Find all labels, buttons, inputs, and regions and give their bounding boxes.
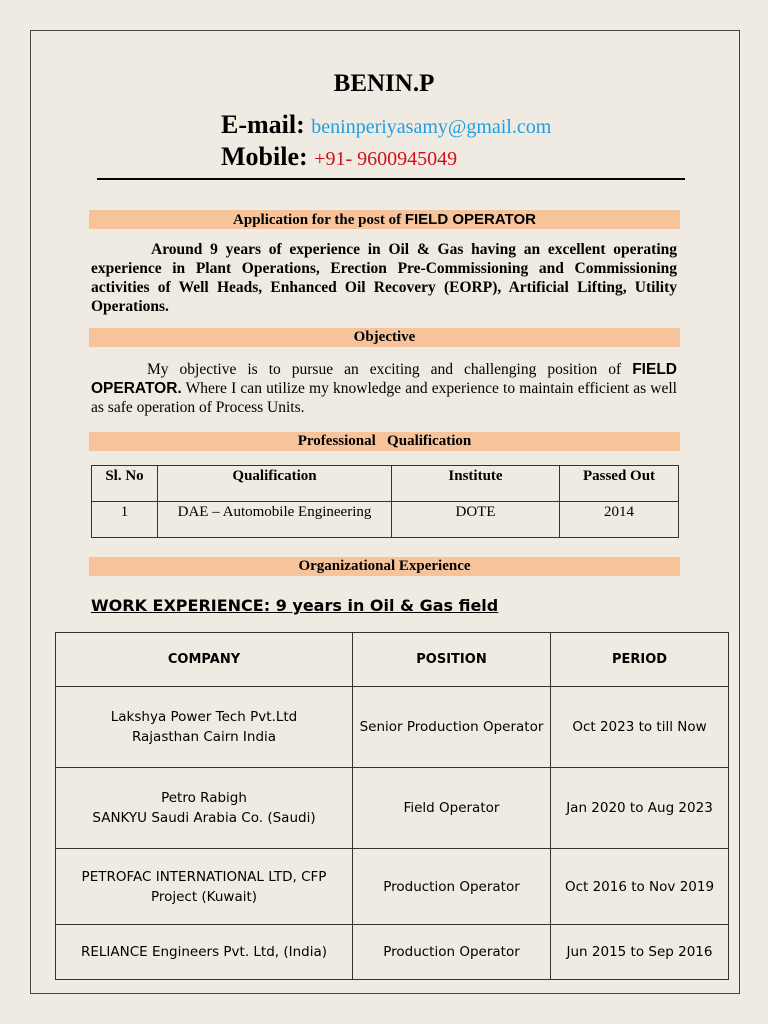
period-cell: Jun 2015 to Sep 2016 xyxy=(551,925,729,980)
mobile-line: Mobile: +91- 9600945049 xyxy=(221,142,458,171)
company-cell xyxy=(56,925,353,980)
position-cell: Production Operator xyxy=(353,849,551,925)
application-prefix: Application for the post of xyxy=(233,212,405,228)
objective-text-before: My objective is to pursue an exciting and challenging position of xyxy=(147,361,633,378)
company-line: RELIANCE Engineers Pvt. Ltd, (India) xyxy=(80,944,328,960)
table-cell: DOTE xyxy=(392,502,560,538)
objective-paragraph xyxy=(91,360,677,417)
work-experience-title: WORK EXPERIENCE: 9 years in Oil & Gas field xyxy=(91,596,499,615)
period-cell: Oct 2016 to Nov 2019 xyxy=(551,849,729,925)
work-experience-table xyxy=(55,632,729,980)
mobile-value: +91- 9600945049 xyxy=(314,148,458,170)
objective-post: FIELD OPERATOR. xyxy=(91,361,677,397)
table-row xyxy=(56,687,729,768)
company-cell xyxy=(56,849,353,925)
application-heading xyxy=(89,210,680,229)
company-line: PETROFAC INTERNATIONAL LTD, CFP xyxy=(81,868,327,885)
table-cell: 1 xyxy=(92,502,158,538)
email-value: beninperiyasamy@gmail.com xyxy=(311,116,552,138)
candidate-name: BENIN.P xyxy=(333,70,435,97)
table-cell: DAE – Automobile Engineering xyxy=(158,502,392,538)
table-row xyxy=(56,768,729,849)
company-line: Project (Kuwait) xyxy=(150,888,258,905)
header-cell: Sl. No xyxy=(92,466,158,502)
header-cell: POSITION xyxy=(353,633,551,687)
company-line: SANKYU Saudi Arabia Co. (Saudi) xyxy=(92,810,316,826)
header-cell: PERIOD xyxy=(551,633,729,687)
objective-heading: Objective xyxy=(89,328,680,347)
qualification-heading: Professional Qualification xyxy=(89,432,680,451)
qualification-table xyxy=(91,465,679,538)
mobile-label: Mobile xyxy=(221,142,299,171)
company-line: Rajasthan Cairn India xyxy=(131,729,277,745)
objective-text-after: Where I can utilize my knowledge and experience to maintain efficient as well as safe operation of Process Units. xyxy=(91,380,677,416)
company-line: Lakshya Power Tech Pvt.Ltd xyxy=(110,709,298,725)
company-cell xyxy=(56,768,353,849)
position-cell: Production Operator xyxy=(353,925,551,980)
email-label: E-mail xyxy=(221,110,297,139)
work-header-row xyxy=(56,633,729,687)
table-cell: 2014 xyxy=(560,502,679,538)
qualification-header-row xyxy=(92,466,679,502)
org-experience-heading: Organizational Experience xyxy=(89,557,680,576)
header-cell: Qualification xyxy=(158,466,392,502)
position-cell: Senior Production Operator xyxy=(353,687,551,768)
period-cell: Oct 2023 to till Now xyxy=(551,687,729,768)
position-cell: Field Operator xyxy=(353,768,551,849)
header-cell: COMPANY xyxy=(56,633,353,687)
table-row xyxy=(56,925,729,980)
header-cell: Passed Out xyxy=(560,466,679,502)
header-cell: Institute xyxy=(392,466,560,502)
table-row xyxy=(56,849,729,925)
header-divider xyxy=(97,178,685,180)
period-cell: Jan 2020 to Aug 2023 xyxy=(551,768,729,849)
company-cell xyxy=(56,687,353,768)
company-line: Petro Rabigh xyxy=(161,790,247,806)
email-line: E-mail: beninperiyasamy@gmail.com xyxy=(221,110,552,139)
application-post: FIELD OPERATOR xyxy=(404,211,536,228)
summary-paragraph: Around 9 years of experience in Oil & Gas having an excellent operating experience in Plant Operations, Erection Pre-Commissioning and Commissioning activities of Well Heads, Enhanced Oil Recovery (EORP), Artificial Lifting, Utility Operations. xyxy=(91,241,677,315)
table-row xyxy=(92,502,679,538)
